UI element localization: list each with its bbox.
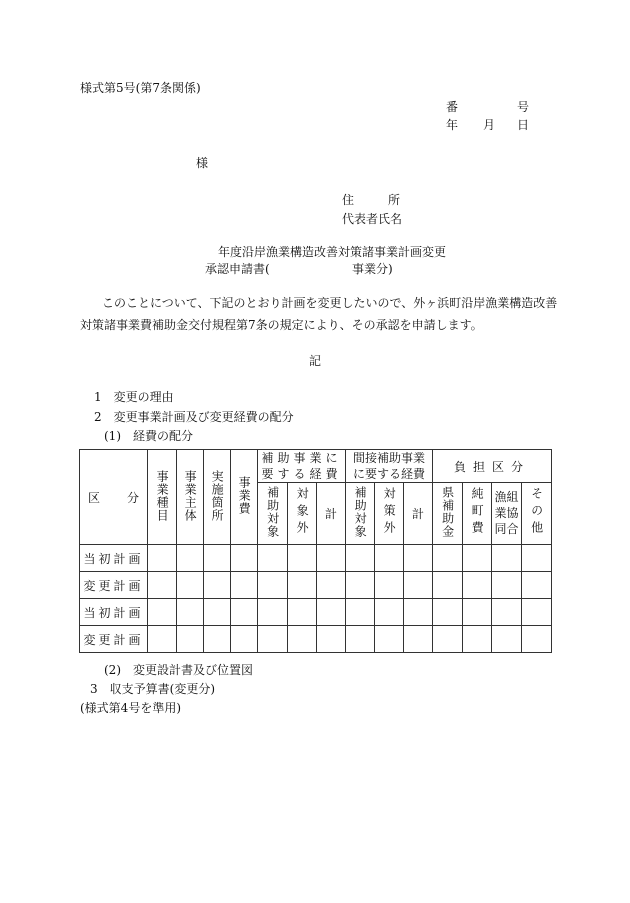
- sub-indirect-nontarget: 対策外: [375, 483, 404, 545]
- body-line1: このことについて、下記のとおり計画を変更したいので、外ヶ浜町沿岸漁業構造改善: [102, 296, 558, 310]
- kubun-header: 区 分: [80, 450, 148, 545]
- item-3: 3 収支予算書(変更分): [90, 682, 215, 696]
- form-number: 様式第5号(第7条関係): [80, 81, 201, 95]
- col-operator: 事業主体: [177, 450, 204, 545]
- row-label: 変更計画: [80, 572, 148, 599]
- address-label-b: 所: [388, 193, 401, 207]
- address-label-a: 住: [342, 193, 355, 207]
- title-line1: 年度沿岸漁業構造改善対策諸事業計画変更: [218, 245, 447, 259]
- col-project-type: 事業種目: [148, 450, 177, 545]
- item-2: 2 変更事業計画及び変更経費の配分: [94, 410, 294, 424]
- sub-indirect-target: 補助対象: [346, 483, 375, 545]
- representative-label: 代表者氏名: [342, 212, 403, 226]
- group-indirect: 間接補助事業 に要する経費: [346, 450, 433, 483]
- title-line2-pre: 承認申請書(: [205, 262, 270, 276]
- number-label: 番: [446, 100, 459, 114]
- sub-indirect-total: 計: [404, 483, 433, 545]
- table-row: [80, 545, 552, 572]
- item-2-1: (1) 経費の配分: [104, 429, 193, 443]
- group-burden: 負担区分: [433, 450, 552, 483]
- date-day: 日: [517, 118, 530, 132]
- row-label: 当初計画: [80, 545, 148, 572]
- date-month: 月: [483, 118, 496, 132]
- body-line2: 対策諸事業費補助金交付規程第7条の規定により、その承認を申請します。: [80, 318, 483, 332]
- item-1: 1 変更の理由: [94, 390, 174, 404]
- sub-town: 純町費: [463, 483, 492, 545]
- col-location: 実施箇所: [204, 450, 231, 545]
- table-row: [80, 599, 552, 626]
- title-line2-post: 事業分): [352, 262, 393, 276]
- sub-pref-subsidy: 県補助金: [433, 483, 463, 545]
- date-year: 年: [446, 118, 459, 132]
- row-label: 当初計画: [80, 599, 148, 626]
- sub-coop: 漁組 業協 同合: [492, 483, 522, 545]
- sub-nontarget: 対象外: [288, 483, 317, 545]
- col-cost: 事業費: [231, 450, 258, 545]
- sub-other: その他: [522, 483, 552, 545]
- sub-subsidy-target: 補助対象: [258, 483, 288, 545]
- table-row: [80, 572, 552, 599]
- addressee-suffix: 様: [196, 156, 209, 170]
- item-2-2: (2) 変更設計書及び位置図: [104, 663, 253, 677]
- sub-total: 計: [317, 483, 346, 545]
- note: (様式第4号を準用): [80, 701, 181, 715]
- number-suffix: 号: [517, 100, 530, 114]
- ki-mark: 記: [309, 354, 322, 368]
- row-label: 変更計画: [80, 626, 148, 653]
- table-row: [80, 626, 552, 653]
- group-subsidy: 補助事業に 要する経費: [258, 450, 346, 483]
- expense-table: [79, 449, 552, 653]
